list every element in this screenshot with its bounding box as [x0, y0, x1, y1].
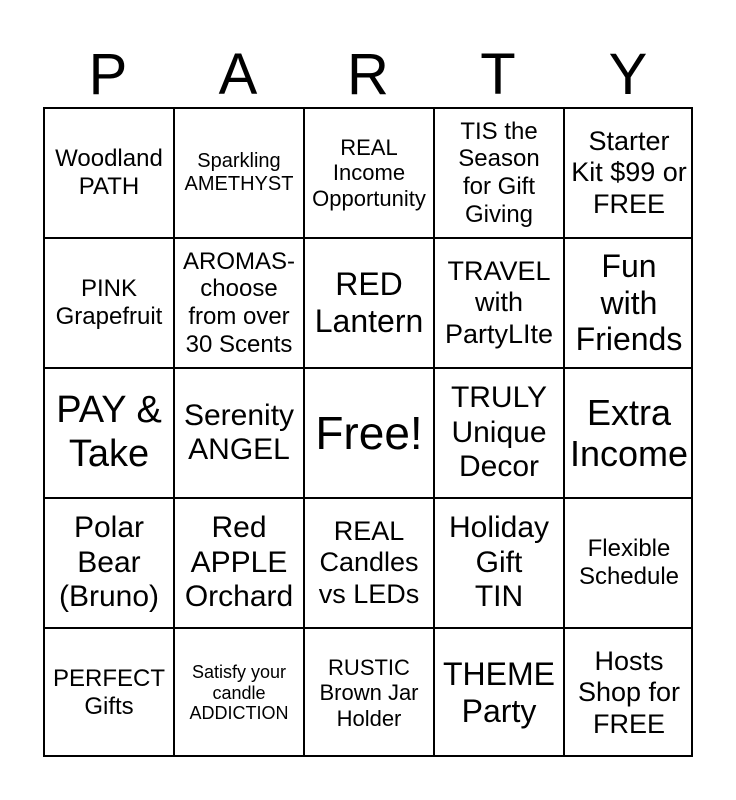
header-letter-y: Y: [608, 42, 648, 107]
bingo-cell[interactable]: [173, 627, 303, 757]
cell-text: Starter Kit $99 or FREE: [571, 126, 687, 219]
bingo-cell[interactable]: [173, 237, 303, 367]
bingo-cell[interactable]: [563, 107, 693, 237]
header-letter-t: T: [480, 42, 516, 107]
cell-text: Hosts Shop for FREE: [577, 646, 681, 739]
bingo-cell[interactable]: [303, 627, 433, 757]
bingo-cell[interactable]: [173, 107, 303, 237]
bingo-cell[interactable]: [43, 367, 173, 497]
cell-text: THEME Party: [443, 656, 555, 729]
cell-text: PINK Grapefruit: [55, 275, 163, 330]
cell-text: PAY & Take: [56, 389, 162, 475]
bingo-cell[interactable]: [563, 237, 693, 367]
cell-text: PERFECT Gifts: [52, 665, 165, 720]
bingo-cell[interactable]: [433, 237, 563, 367]
cell-text: RED Lantern: [314, 266, 424, 339]
cell-text: AROMAS- choose from over 30 Scents: [182, 247, 295, 358]
cell-text: RUSTIC Brown Jar Holder: [319, 655, 419, 731]
bingo-cell[interactable]: [43, 627, 173, 757]
cell-text: Polar Bear (Bruno): [58, 511, 160, 614]
header-letter-a: A: [218, 42, 258, 107]
header-letter-r: R: [347, 42, 389, 107]
cell-text: Extra Income: [569, 391, 689, 474]
bingo-cell[interactable]: [43, 497, 173, 627]
bingo-cell[interactable]: [563, 497, 693, 627]
cell-text: Woodland PATH: [55, 145, 163, 200]
cell-text: Serenity ANGEL: [183, 398, 295, 466]
cell-text: REAL Income Opportunity: [312, 135, 426, 211]
cell-text: TIS the Season for Gift Giving: [458, 117, 540, 228]
cell-text: Holiday Gift TIN: [448, 511, 550, 614]
bingo-board: [43, 107, 693, 757]
bingo-cell[interactable]: [173, 497, 303, 627]
bingo-cell[interactable]: [43, 237, 173, 367]
header-letter-p: P: [88, 42, 128, 107]
bingo-cell[interactable]: [433, 367, 563, 497]
bingo-cell[interactable]: [303, 107, 433, 237]
free-space-text: Free!: [315, 406, 423, 459]
cell-text: REAL Candles vs LEDs: [318, 516, 420, 609]
bingo-cell[interactable]: [563, 367, 693, 497]
cell-text: Flexible Schedule: [578, 535, 680, 590]
cell-text: Satisfy your candle ADDICTION: [189, 661, 289, 724]
bingo-cell[interactable]: [173, 367, 303, 497]
bingo-cell[interactable]: [433, 107, 563, 237]
bingo-cell[interactable]: [43, 107, 173, 237]
bingo-cell[interactable]: [433, 627, 563, 757]
cell-text: Red APPLE Orchard: [184, 511, 294, 614]
cell-text: Sparkling AMETHYST: [184, 150, 294, 195]
bingo-header: [43, 42, 693, 108]
bingo-cell[interactable]: [563, 627, 693, 757]
cell-text: Fun with Friends: [575, 247, 683, 358]
cell-text: TRULY Unique Decor: [450, 381, 548, 484]
bingo-cell[interactable]: [433, 497, 563, 627]
cell-text: TRAVEL with PartyLIte: [444, 256, 554, 349]
bingo-cell[interactable]: [303, 497, 433, 627]
bingo-cell[interactable]: [303, 237, 433, 367]
free-space-cell[interactable]: [303, 367, 433, 497]
